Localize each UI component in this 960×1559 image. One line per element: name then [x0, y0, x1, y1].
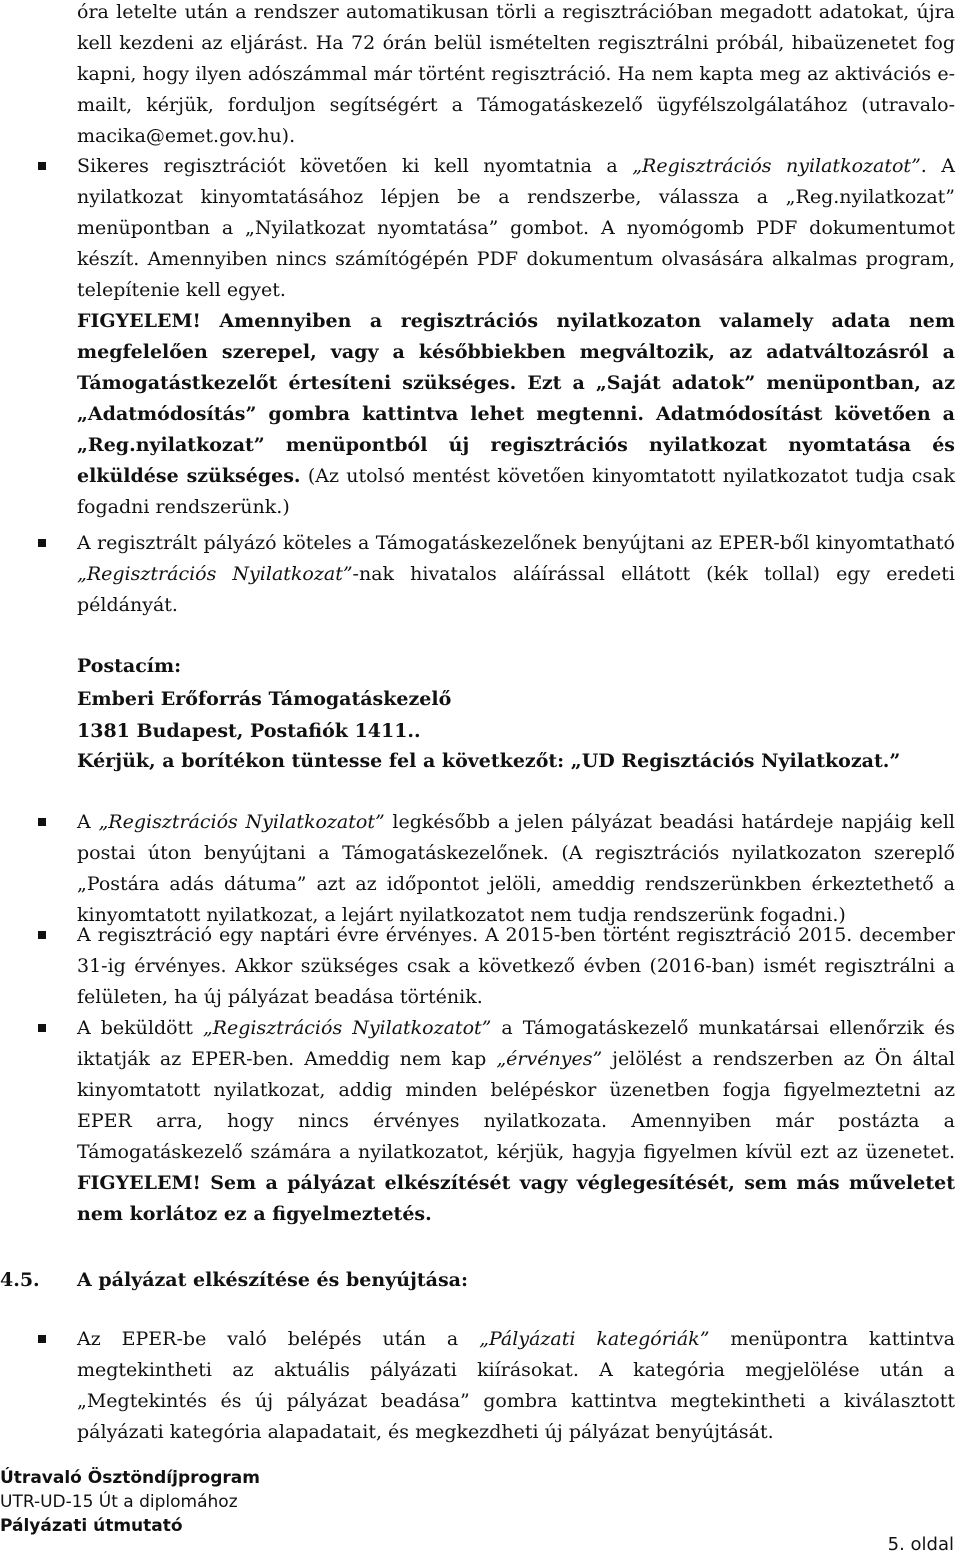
bullet-postal-submission — [77, 528, 955, 621]
bullet-marker — [38, 1024, 46, 1032]
bullet-category — [77, 1324, 955, 1448]
bullet-emphasis: „Regisztrációs Nyilatkozatot” — [202, 1017, 492, 1039]
bullet-deadline — [77, 807, 955, 931]
section-title: A pályázat elkészítése és benyújtása: — [77, 1269, 468, 1291]
address-box: 1381 Budapest, Postafiók 1411.. — [77, 720, 421, 742]
footer-subprogram: UTR-UD-15 Út a diplomához — [0, 1492, 238, 1512]
bullet-validity — [77, 920, 955, 1013]
bullet-emphasis: „érvényes” — [496, 1048, 603, 1070]
bullet-text: A — [77, 811, 99, 833]
envelope-note: Kérjük, a borítékon tüntesse fel a következőt: „UD Regisztációs Nyilatkozat.” — [77, 750, 901, 772]
bullet-emphasis: „Regisztrációs Nyilatkozat” — [77, 563, 353, 585]
bullet-text: A regisztráció egy naptári évre érvényes. A 2015-ben történt regisztráció 2015. december 31-ig érvényes. Akkor szükséges csak a következő évben (2016-ban) ismét regisztrálni a felületen, ha új pályázat beadása történik. — [77, 924, 955, 1008]
bullet-text: Az EPER-be való belépés után a — [77, 1328, 480, 1350]
bullet-print-declaration — [77, 151, 955, 523]
bullet-text: a Támogatáskezelő munkatársai ellenőrzik és iktatják az EPER-ben. Ameddig nem kap — [77, 1017, 955, 1070]
paragraph-activation-text: óra letelte után a rendszer automatikusan törli a regisztrációban megadott adatokat, újra kell kezdeni az eljárást. Ha 72 órán belül ismételten regisztrálni próbál, hibaüzenetet fog kapni, hogy ilyen adószámmal már történt regisztráció. Ha nem kapta meg az aktivációs e-mailt, kérjük, forduljon segítségért a Támogatáskezelő ügyfélszolgálatához (utravalo-macika@emet.gov.hu). — [77, 1, 955, 147]
bullet-emphasis: „Regisztrációs nyilatkozatot” — [632, 155, 921, 177]
address-org: Emberi Erőforrás Támogatáskezelő — [77, 688, 452, 710]
warning-text: FIGYELEM! Sem a pályázat elkészítését vagy véglegesítését, sem más műveletet nem korlátoz ez a figyelmeztetés. — [77, 1172, 955, 1225]
bullet-text: -nak hivatalos aláírással ellátott (kék tollal) egy eredeti példányát. — [77, 563, 955, 616]
warning-tail: (Az utolsó mentést követően kinyomtatott nyilatkozatot tudja csak fogadni rendszerünk.) — [77, 465, 955, 518]
bullet-marker — [38, 1335, 46, 1343]
address-label: Postacím: — [77, 655, 182, 677]
footer-program: Útravaló Ösztöndíjprogram — [0, 1468, 260, 1488]
bullet-text: menüpontra kattintva megtekintheti az aktuális pályázati kiírásokat. A kategória megjelölése után a „Megtekintés és új pályázat beadása” gombra kattintva megtekintheti a kiválasztott pályázati kategória alapadatait, és megkezdheti új pályázat benyújtását. — [77, 1328, 955, 1443]
bullet-text: A beküldött — [77, 1017, 203, 1039]
bullet-verification — [77, 1013, 955, 1230]
warning-text: FIGYELEM! Amennyiben a regisztrációs nyilatkozaton valamely adata nem megfelelően szerepel, vagy a későbbiekben megváltozik, az adatváltozásról a Támogatástkezelőt értesíteni szükséges. Ezt a „Saját adatok” menüpontban, az „Adatmódosítás” gombra kattintva lehet megtenni. Adatmódosítást követően a „Reg.nyilatkozat” menüpontból új regisztrációs nyilatkozat nyomtatása és elküldése szükséges. — [77, 310, 955, 487]
bullet-text: jelölést a rendszerben az Ön által kinyomtatott nyilatkozat, addig minden belépéskor üzenetben fogja figyelmeztetni az EPER arra, hogy nincs érvényes nyilatkozata. Amennyiben már postázta a Támogatáskezelő számára a nyilatkozatot, kérjük, hagyja figyelmen kívül ezt az üzenetet. — [77, 1048, 955, 1163]
bullet-text: A regisztrált pályázó köteles a Támogatáskezelőnek benyújtani az EPER-ből kinyomtatható — [77, 532, 955, 554]
bullet-emphasis: „Pályázati kategóriák” — [479, 1328, 710, 1350]
section-number: 4.5. — [0, 1269, 40, 1291]
bullet-marker — [38, 818, 46, 826]
bullet-text: Sikeres regisztrációt követően ki kell nyomtatnia a — [77, 155, 633, 177]
paragraph-activation — [77, 0, 955, 152]
bullet-emphasis: „Regisztrációs Nyilatkozatot” — [98, 811, 385, 833]
footer-guide: Pályázati útmutató — [0, 1516, 183, 1536]
bullet-marker — [38, 539, 46, 547]
page-number: 5. oldal — [887, 1534, 954, 1555]
bullet-marker — [38, 162, 46, 170]
bullet-text: . A nyilatkozat kinyomtatásához lépjen be a rendszerbe, válassza a „Reg.nyilatkozat” menüpontban a „Nyilatkozat nyomtatása” gombot. A nyomógomb PDF dokumentumot készít. Amennyiben nincs számítógépén PDF dokumentum olvasására alkalmas program, telepítenie kell egyet. — [77, 155, 955, 301]
bullet-marker — [38, 931, 46, 939]
bullet-text: legkésőbb a jelen pályázat beadási határdeje napjáig kell postai úton benyújtani a Támogatáskezelőnek. (A regisztrációs nyilatkozaton szereplő „Postára adás dátuma” azt az időpontot jelöli, ameddig rendszerünkben érkeztethető a kinyomtatott nyilatkozat, a lejárt nyilatkozatot nem tudja rendszerünk fogadni.) — [77, 811, 956, 926]
